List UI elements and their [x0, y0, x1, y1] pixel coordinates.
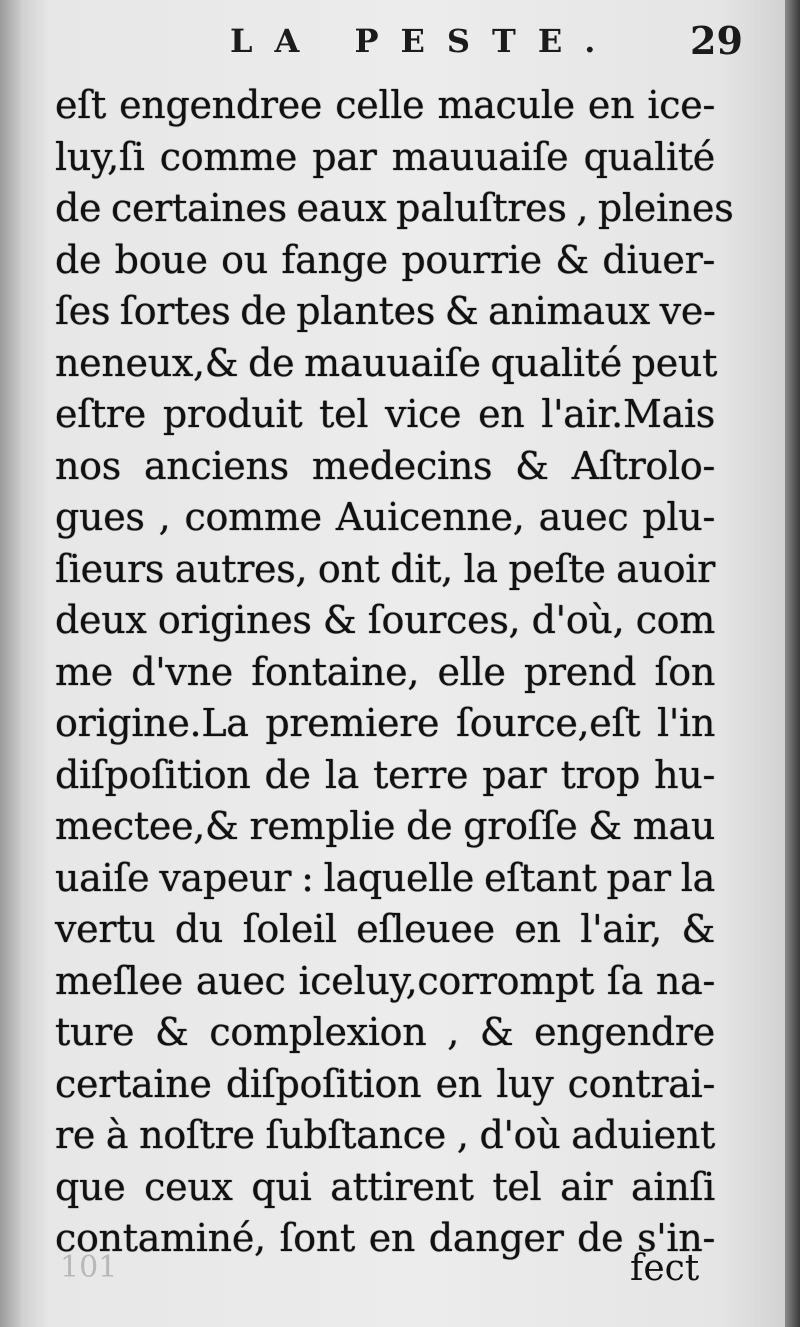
catchword: fect [630, 1248, 700, 1289]
text-line: eſt engendree celle macule en ice- [55, 83, 715, 127]
text-line: re à noſtre ſubſtance , d'où aduient [55, 1113, 715, 1157]
text-line: ſes ſortes de plantes & animaux ve- [55, 289, 716, 333]
page-edge [785, 0, 800, 1327]
text-line: uaiſe vapeur : laquelle eſtant par la [55, 855, 715, 900]
book-spine [0, 0, 22, 1327]
text-line: que ceux qui attirent tel air ainſi [55, 1164, 715, 1209]
text-line: mectee,& remplie de groſſe & mau [55, 804, 715, 848]
bleed-through-number: 101 [60, 1250, 118, 1285]
body-text [55, 80, 734, 1265]
text-line: diſpoſition de la terre par trop hu- [55, 752, 715, 797]
text-line: deux origines & ſources, d'où, com [55, 598, 715, 642]
page-number: 29 [690, 18, 743, 63]
text-line: origine.La premiere ſource,eſt l'in [55, 701, 715, 745]
text-line: contaminé, ſont en danger de s'in- [55, 1216, 715, 1260]
text-line: eſtre produit tel vice en l'air.Mais [55, 392, 715, 436]
page-header [0, 18, 800, 68]
text-line: gues , comme Auicenne, auec plu- [55, 495, 715, 539]
running-title: LA PESTE. [230, 22, 618, 60]
text-line: nos anciens medecins & Aſtrolo- [55, 443, 715, 488]
text-line: neneux,& de mauuaiſe qualité peut [55, 340, 718, 385]
text-line: ture & complexion , & engendre [55, 1010, 715, 1054]
text-line: certaine diſpoſition en luy contrai- [55, 1061, 715, 1106]
text-line: luy,ſi comme par mauuaiſe qualité [55, 134, 715, 179]
text-line: vertu du ſoleil eſleuee en l'air, & [55, 907, 715, 951]
text-line: ſieurs autres, ont dit, la peſte auoir [55, 546, 715, 591]
text-line: me d'vne fontaine, elle prend ſon [55, 649, 715, 694]
text-line: de boue ou fange pourrie & diuer- [55, 237, 715, 282]
text-line: de certaines eaux paluſtres , pleines [55, 186, 734, 230]
text-line: meſlee auec iceluy,corrompt ſa na- [55, 958, 715, 1003]
